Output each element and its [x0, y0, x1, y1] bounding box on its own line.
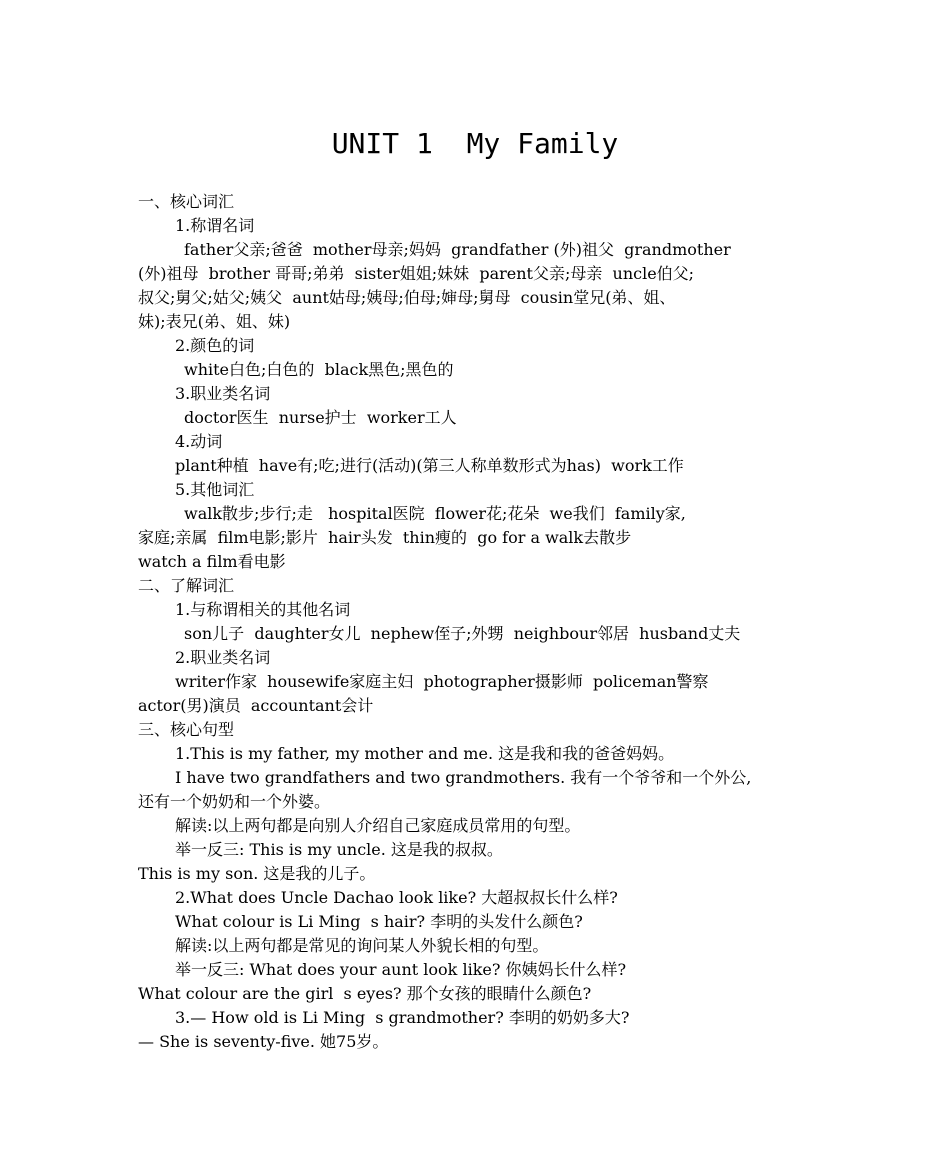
text-line: This is my son. 这是我的儿子。: [138, 864, 376, 883]
text-line: — She is seventy-five. 她75岁。: [138, 1032, 389, 1051]
text-line: What colour are the girl s eyes? 那个女孩的眼睛什么颜色?: [138, 984, 592, 1003]
text-line: 5.其他词汇: [175, 480, 255, 499]
text-line: 还有一个奶奶和一个外婆。: [138, 792, 331, 811]
text-line: 妹);表兄(弟、姐、妹): [138, 312, 291, 331]
text-line: walk散步;步行;走 hospital医院 flower花;花朵 we我们 family家,: [184, 504, 686, 523]
page-title: UNIT 1 My Family: [331, 127, 619, 160]
text-line: 3.职业类名词: [175, 384, 271, 403]
text-line: doctor医生 nurse护士 worker工人: [184, 408, 457, 427]
text-line: 解读:以上两句都是向别人介绍自己家庭成员常用的句型。: [175, 816, 581, 835]
text-line: father父亲;爸爸 mother母亲;妈妈 grandfather (外)祖父 grandmother: [184, 240, 731, 259]
text-line: son儿子 daughter女儿 nephew侄子;外甥 neighbour邻居 husband丈夫: [184, 624, 741, 643]
text-line: 二、了解词汇: [138, 576, 235, 595]
document-body: [138, 190, 828, 1054]
text-line: actor(男)演员 accountant会计: [138, 696, 374, 715]
text-line: 举一反三: What does your aunt look like? 你姨妈长什么样?: [175, 960, 627, 979]
text-line: 2.职业类名词: [175, 648, 271, 667]
text-line: 1.与称谓相关的其他名词: [175, 600, 351, 619]
text-line: 三、核心句型: [138, 720, 235, 739]
text-line: watch a film看电影: [138, 552, 286, 571]
text-line: 解读:以上两句都是常见的询问某人外貌长相的句型。: [175, 936, 549, 955]
text-line: 2.What does Uncle Dachao look like? 大超叔叔长什么样?: [175, 888, 618, 907]
text-line: plant种植 have有;吃;进行(活动)(第三人称单数形式为has) work工作: [175, 456, 684, 475]
text-line: 2.颜色的词: [175, 336, 255, 355]
text-line: writer作家 housewife家庭主妇 photographer摄影师 policeman警察: [175, 672, 709, 691]
text-line: white白色;白色的 black黑色;黑色的: [184, 360, 454, 379]
text-line: 1.称谓名词: [175, 216, 255, 235]
text-line: 家庭;亲属 film电影;影片 hair头发 thin瘦的 go for a walk去散步: [138, 528, 632, 547]
text-line: 4.动词: [175, 432, 223, 451]
text-line: 一、核心词汇: [138, 192, 235, 211]
text-line: What colour is Li Ming s hair? 李明的头发什么颜色?: [175, 912, 583, 931]
text-line: 叔父;舅父;姑父;姨父 aunt姑母;姨母;伯母;婶母;舅母 cousin堂兄(弟、姐、: [138, 288, 676, 307]
text-line: I have two grandfathers and two grandmothers. 我有一个爷爷和一个外公,: [175, 768, 752, 787]
text-line: (外)祖母 brother 哥哥;弟弟 sister姐姐;妹妹 parent父亲;母亲 uncle伯父;: [138, 264, 695, 283]
text-line: 1.This is my father, my mother and me. 这是我和我的爸爸妈妈。: [175, 744, 675, 763]
text-line: 3.— How old is Li Ming s grandmother? 李明的奶奶多大?: [175, 1008, 630, 1027]
text-line: 举一反三: This is my uncle. 这是我的叔叔。: [175, 840, 503, 859]
